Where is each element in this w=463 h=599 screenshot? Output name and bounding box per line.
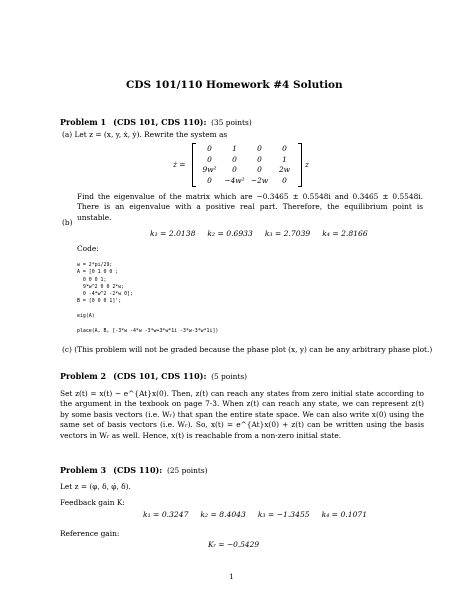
matrix-cell: 0 bbox=[232, 165, 237, 174]
gain-k4: k₄ = 2.8166 bbox=[322, 229, 368, 238]
matrix-cell: 0 bbox=[257, 144, 262, 153]
left-bracket bbox=[192, 143, 196, 187]
code-line bbox=[77, 320, 218, 327]
matrix-cell: −2w bbox=[250, 175, 269, 185]
matrix-cell: 1 bbox=[232, 144, 237, 153]
code-line: place(A, B, [-3*w -4*w -3*w+3*w*1i -3*w-3*w*1i]) bbox=[77, 327, 219, 334]
gain-k2: k₂ = 8.4043 bbox=[200, 510, 246, 519]
matrix-cell: 0 bbox=[207, 175, 212, 185]
matrix-rhs: z bbox=[305, 160, 309, 169]
matrix-cell: −4w² bbox=[224, 175, 245, 185]
matrix-cell: 0 bbox=[207, 154, 212, 164]
gain-k4: k₄ = 0.1071 bbox=[321, 510, 368, 519]
matlab-code-block bbox=[77, 262, 218, 335]
matrix-cell: 0 bbox=[257, 165, 262, 174]
problem-1a-intro: (a) Let z = (x, y, ẋ, ẏ). Rewrite the system as bbox=[62, 130, 228, 139]
problem-3-state: Let z = (φ, δ, φ̇, δ̇). bbox=[60, 482, 131, 491]
code-line: 0 -4*w^2 -2*w 0]; bbox=[77, 291, 133, 298]
code-label: Code: bbox=[77, 244, 99, 253]
problem-3-gains bbox=[143, 510, 367, 519]
reference-gain-value: Kᵣ = −0.5429 bbox=[208, 540, 260, 549]
matrix-cell: 0 bbox=[282, 144, 287, 153]
matrix-cell: 0 bbox=[257, 154, 262, 164]
matrix-cell: 0 bbox=[207, 144, 212, 153]
reference-gain-label: Reference gain: bbox=[60, 529, 120, 538]
matrix-grid bbox=[197, 144, 297, 186]
problem-3-heading: Problem 3 (CDS 110): (25 points) bbox=[60, 465, 208, 475]
matrix-cell: 1 bbox=[282, 154, 287, 164]
matrix-cell: 2w bbox=[278, 165, 291, 174]
code-line: w = 2*pi/29; bbox=[77, 262, 113, 268]
matrix-cell: 0 bbox=[282, 175, 287, 185]
gain-k2: k₂ = 0.6933 bbox=[207, 229, 253, 238]
problem-1b-label: (b) bbox=[62, 218, 73, 227]
code-line: eig(A) bbox=[77, 313, 95, 320]
document-title: CDS 101/110 Homework #4 Solution bbox=[126, 79, 343, 91]
feedback-gain-label: Feedback gain K: bbox=[60, 498, 125, 507]
problem-1-heading: Problem 1 (CDS 101, CDS 110): (35 points) bbox=[60, 117, 252, 127]
gain-k1: k₁ = 0.3247 bbox=[143, 510, 189, 519]
code-line bbox=[77, 306, 218, 313]
problem-2-answer: Set z(t) = x(t) − e^{At}x(0). Then, z(t) can reach any states from zero initial state according to the argument in the texbook on page 7-3. When z(t) can reach any state, we can represent z(t) by some basis vectors (i.e. Wᵣ) that span the entire state space. We can also write x(0) using the same set of basis vectors (i.e. Wᵣ). So, x(t) = e^{At}x(0) + z(t) can be written using the basis vectors in Wᵣ as well. Hence, x(t) is reachable from a non-zero initial state. bbox=[60, 389, 424, 440]
problem-2-heading: Problem 2 (CDS 101, CDS 110): (5 points) bbox=[60, 371, 247, 381]
gain-k3: k₃ = 2.7039 bbox=[264, 229, 311, 238]
gain-k3: k₃ = −1.3455 bbox=[257, 510, 310, 519]
code-line: 0 0 0 1; bbox=[77, 276, 107, 283]
code-line: 9*w^2 0 0 2*w; bbox=[77, 283, 125, 290]
problem-1b-gains bbox=[150, 229, 368, 238]
matrix-cell: 0 bbox=[232, 154, 237, 164]
matrix-cell: 9w² bbox=[202, 165, 217, 174]
gain-k1: k₁ = 2.0138 bbox=[150, 229, 196, 238]
code-line: B = [0 0 0 1]'; bbox=[77, 298, 122, 305]
right-bracket bbox=[298, 143, 302, 187]
problem-1a-answer: Find the eigenvalue of the matrix which are −0.3465 ± 0.5548i and 0.3465 ± 0.5548i. There is an eigenvalue with a positive real part. Therefore, the equilibrium point is unstable. bbox=[77, 192, 423, 222]
code-line: A = [0 1 0 0 ; bbox=[77, 269, 119, 276]
system-matrix bbox=[192, 143, 302, 187]
problem-1c-note: (c) (This problem will not be graded because the phase plot (x, y) can be any arbitrary phase plot.) bbox=[62, 345, 433, 354]
page-number: 1 bbox=[229, 572, 234, 581]
matrix-lhs: ż = bbox=[173, 160, 186, 169]
